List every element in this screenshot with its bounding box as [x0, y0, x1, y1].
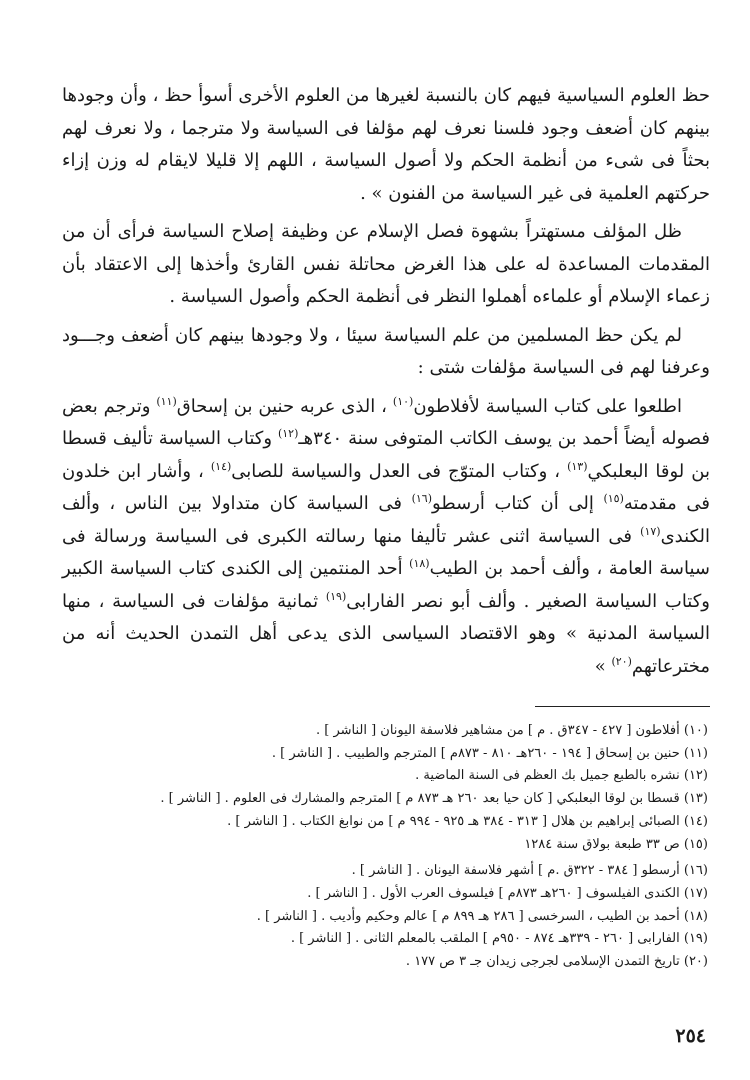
footnote-ref-10: (١٠) — [392, 394, 414, 408]
p4-text-3: وترجم بعض فصوله أيضاً أحمد بن يوسف الكاتب المتوفى سنة ٣٤٠هـ — [62, 395, 711, 449]
footnote-18: (١٨) أحمد بن الطيب ، السرخسى [ ٢٨٦ هـ ٨٩٩ م ] عالم وحكيم وأديب . [ الناشر ] . — [256, 908, 708, 924]
book-page — [62, 80, 711, 1047]
footnote-20: (٢٠) تاريخ التمدن الإسلامى لجرجى زيدان جـ ٣ ص ١٧٧ . — [405, 954, 708, 970]
paragraph-3: لم يكن حظ المسلمين من علم السياسة سيئا ، ولا وجودها بينهم كان أضعف وجـــود وعرفنا لهم فى السياسة مؤلفات شتى : — [62, 324, 710, 378]
paragraph-1: حظ العلوم السياسية فيهم كان بالنسبة لغيرها من العلوم الأخرى أسوأ حظ ، وأن وجودها بينهم كان أضعف وجود فلسنا نعرف لهم مؤلفا فى السياسة ولا مترجما ، ولا نعرف لهم بحثاً فى شىء من أنظمة الحكم ولا أصول السياسة ، اللهم إلا قليلا لايقام له وزن إزاء حركتهم العلمية فى غير السياسة من الفنون » . — [62, 85, 710, 204]
paragraph-4 — [62, 391, 710, 684]
page-number: ٢٥٤ — [675, 1025, 706, 1047]
footnote-17: (١٧) الكندى الفيلسوف [ ٢٦٠هـ ٨٧٣م ] فيلسوف العرب الأول . [ الناشر ] . — [307, 885, 708, 901]
footnote-ref-17: (١٧) — [640, 524, 661, 538]
footnote-11: (١١) حنين بن إسحاق [ ١٩٤ - ٢٦٠هـ ٨١٠ - ٨٧٣م ] المترجم والطبيب . [ الناشر ] . — [271, 745, 708, 761]
footnote-16: (١٦) أرسطو [ ٣٨٤ - ٣٢٢ق .م ] أشهر فلاسفة اليونان . [ الناشر ] . — [351, 863, 708, 879]
footnote-ref-15: (١٥) — [603, 492, 624, 505]
footnote-14: (١٤) الصبائى إبراهيم بن هلال [ ٣١٣ - ٣٨٤ هـ ٩٢٥ - ٩٩٤ م ] من نوابغ الكتاب . [ الناشر ] . — [227, 813, 708, 829]
footnote-15: (١٥) ص ٣٣ طبعة بولاق سنة ١٢٨٤ — [524, 836, 708, 852]
p4-text-4: وكتاب السياسة تأليف قسطا بن لوقا البعلبكي — [62, 428, 710, 482]
footnote-ref-12: (١٢) — [277, 427, 299, 440]
p4-text-8: فى السياسة كان متداولا بين الناس ، وألف الكندى — [62, 493, 710, 547]
p4-text-10: أحد المنتمين إلى الكندى كتاب السياسة الكبير وكتاب السياسة الصغير . وألف أبو نصر الفارابى — [62, 558, 710, 612]
p4-text-11: ثمانية مؤلفات فى السياسة ، منها السياسة المدنية » وهو الاقتصاد السياسى الذى يدعى أهل التمدن الحديث أنه من مخترعاتهم — [62, 590, 710, 677]
footnote-ref-13: (١٣) — [567, 459, 588, 473]
footnote-10: (١٠) أفلاطون [ ٤٢٧ - ٣٤٧ق . م ] من مشاهير فلاسفة اليونان [ الناشر ] . — [315, 723, 708, 738]
p4-text-9: فى السياسة اثنى عشر تأليفا منها رسالته الكبرى فى السياسة ورسالة فى سياسة العامة ، وألف أحمد بن الطيب — [62, 525, 710, 579]
footnote-12: (١٢) نشره بالطبع جميل بك العظم فى السنة الماضية . — [415, 768, 708, 784]
p4-text-5: ، وكتاب المتوّج فى العدل والسياسة للصابى — [231, 460, 568, 482]
main-text — [62, 80, 710, 683]
footnote-ref-11: (١١) — [156, 394, 177, 408]
p4-text-7: إلى أن كتاب أرسطو — [432, 493, 604, 514]
footnote-ref-14: (١٤) — [210, 459, 232, 473]
footnote-ref-16: (١٦) — [411, 492, 433, 505]
footnote-19: (١٩) الفارابى [ ٢٦٠ - ٣٣٩هـ ٨٧٤ - ٩٥٠م ] الملقب بالمعلم الثانى . [ الناشر ] . — [290, 931, 708, 947]
footnotes-list — [68, 720, 708, 974]
footnote-ref-19: (١٩) — [325, 589, 347, 603]
paragraph-2: ظل المؤلف مستهتراً بشهوة فصل الإسلام عن وظيفة إصلاح السياسة فرأى أن من المقدمات المساعدة له على هذا الغرض محاتلة نفس القارئ وأخذها إلى الاعتقاد بأن زعماء الإسلام أو علماءه أهملوا النظر فى أنظمة الحكم وأصول السياسة . — [62, 221, 710, 307]
footnote-13: (١٣) قسطا بن لوقا البعلبكي [ كان حيا بعد ٢٦٠ هـ ٨٧٣ م ] المترجم والمشارك فى العلوم . [ الناشر ] . — [160, 791, 708, 807]
footnote-ref-20: (٢٠) — [611, 654, 632, 668]
p4-text-2: ، الذى عربه حنين بن إسحاق — [176, 395, 393, 417]
footnote-ref-18: (١٨) — [409, 557, 430, 570]
p4-text-1: اطلعوا على كتاب السياسة لأفلاطون — [413, 395, 683, 417]
p4-text-6: ، وأشار ابن خلدون فى مقدمته — [62, 460, 711, 514]
footnote-divider — [535, 706, 710, 707]
p4-text-12: » — [594, 655, 612, 677]
